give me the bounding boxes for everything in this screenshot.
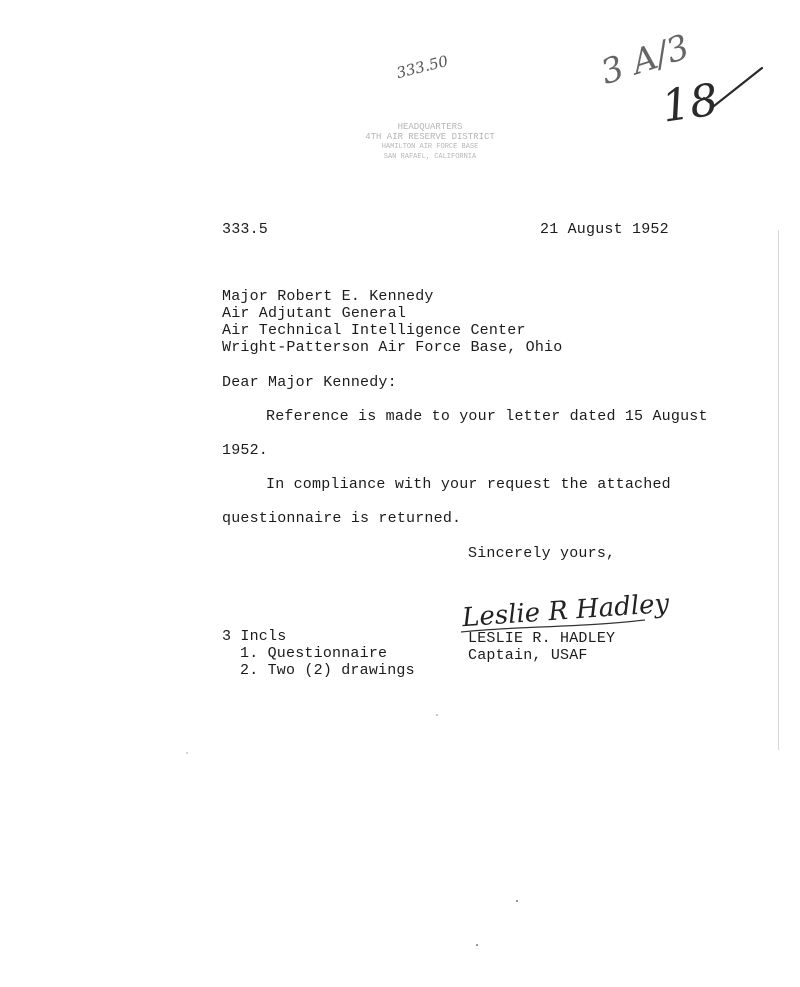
scan-speck [436, 714, 438, 716]
paragraph-1-line-2: 1952. [222, 442, 269, 459]
stamp-line: 4TH AIR RESERVE DISTRICT [365, 132, 495, 142]
scan-speck [516, 900, 518, 902]
reference-number: 333.5 [222, 221, 269, 238]
letter-date: 21 August 1952 [540, 221, 669, 238]
paragraph-2-line-2: questionnaire is returned. [222, 510, 462, 527]
scan-speck [476, 944, 478, 946]
signature: Leslie R Hadley [461, 588, 671, 634]
stamp-line: HAMILTON AIR FORCE BASE [381, 143, 479, 151]
scan-speck [186, 752, 188, 754]
closing: Sincerely yours, [468, 545, 616, 562]
file-number-annotation: 333.50 [394, 51, 450, 83]
paragraph-2-line-1: In compliance with your request the attached [266, 476, 671, 493]
enclosure-item: 2. Two (2) drawings [240, 662, 415, 679]
scan-edge-line [778, 230, 779, 750]
signer-title: Captain, USAF [468, 647, 588, 664]
stamp-line: SAN RAFAEL, CALIFORNIA [383, 153, 477, 161]
address-line: Air Adjutant General [222, 305, 407, 322]
address-line: Wright-Patterson Air Force Base, Ohio [222, 339, 563, 356]
signer-name: LESLIE R. HADLEY [468, 630, 616, 647]
enclosure-item: 1. Questionnaire [240, 645, 388, 662]
count-annotation: 18 [658, 74, 722, 133]
address-line: Air Technical Intelligence Center [222, 322, 526, 339]
check-mark-icon [700, 62, 780, 112]
stamp-line: HEADQUARTERS [397, 122, 463, 132]
faded-stamp [330, 122, 530, 162]
enclosures-header: 3 Incls [222, 628, 287, 645]
address-line: Major Robert E. Kennedy [222, 288, 434, 305]
paragraph-1-line-1: Reference is made to your letter dated 15 August [266, 408, 708, 425]
corner-annotation: 3 A/3 [596, 27, 695, 93]
salutation: Dear Major Kennedy: [222, 374, 397, 391]
